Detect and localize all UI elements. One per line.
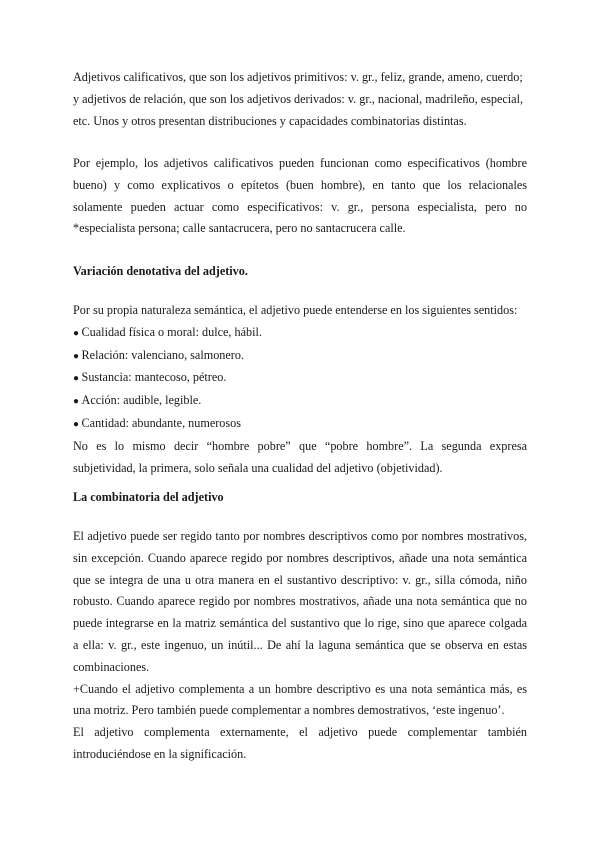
list-item: ● Cantidad: abundante, numerosos: [73, 413, 527, 436]
denotative-variation-body: [73, 300, 527, 479]
paragraph-regencia: El adjetivo puede ser regido tanto por nombres descriptivos como por nombres mostrativos, sin excepción. Cuando aparece regido por nombres descriptivos, añade una nota semántica que se integra de una u otra manera en el sustantivo descriptivo: v. gr., silla cómoda, niño robusto. Cuando aparece regido por nombres mostrativos, añade una nota semántica que no puede integrarse en la matriz semántica del sustantivo que lo rige, sino que aparece colgada a ella: v. gr., este ingenuo, un inútil... De ahí la laguna semántica que se observa en estas combinaciones.: [73, 529, 527, 674]
paragraph-nota-semantica: +Cuando el adjetivo complementa a un hombre descriptivo es una nota semántica más, es una motriz. Pero también puede complementar a nombres demostrativos, ‘este ingenuo’.: [73, 681, 527, 718]
list-item: ● Sustancia: mantecoso, pétreo.: [73, 367, 527, 390]
paragraph-examples: Por ejemplo, los adjetivos calificativos pueden funcionan como especificativos (hombre bueno) y como explicativos o epítetos (buen hombre), en tanto que los relacionales solamente pueden actuar como especificativos: v. gr., persona especialista, pero no *especialista persona; calle santacrucera, pero no santacrucera calle.: [73, 156, 527, 236]
section-heading-denotative-variation: Variación denotativa del adjetivo.: [73, 264, 248, 278]
paragraph-complemento-externo: El adjetivo complementa externamente, el adjetivo puede complementar también introduciéndose en la significación.: [73, 725, 527, 761]
intro-text: Por su propia naturaleza semántica, el adjetivo puede entenderse en los siguientes sentidos:: [73, 303, 518, 317]
list-item: ● Acción: audible, legible.: [73, 390, 527, 413]
paragraph-adjective-types: Adjetivos calificativos, que son los adjetivos primitivos: v. gr., feliz, grande, ameno, cuerdo; y adjetivos de relación, que son los adjetivos derivados: v. gr., nacional, madrileño, especial, etc. Unos y otros presentan distribuciones y capacidades combinatorias distintas.: [73, 70, 524, 128]
combinatoria-body: [73, 526, 527, 766]
list-item: ● Relación: valenciano, salmonero.: [73, 345, 527, 368]
list-item: ● Cualidad física o moral: dulce, hábil.: [73, 322, 527, 345]
closing-text: No es lo mismo decir “hombre pobre” que “pobre hombre”. La segunda expresa subjetividad, la primera, solo señala una cualidad del adjetivo (objetividad).: [73, 438, 527, 475]
section-heading-combinatoria: La combinatoria del adjetivo: [73, 490, 224, 504]
